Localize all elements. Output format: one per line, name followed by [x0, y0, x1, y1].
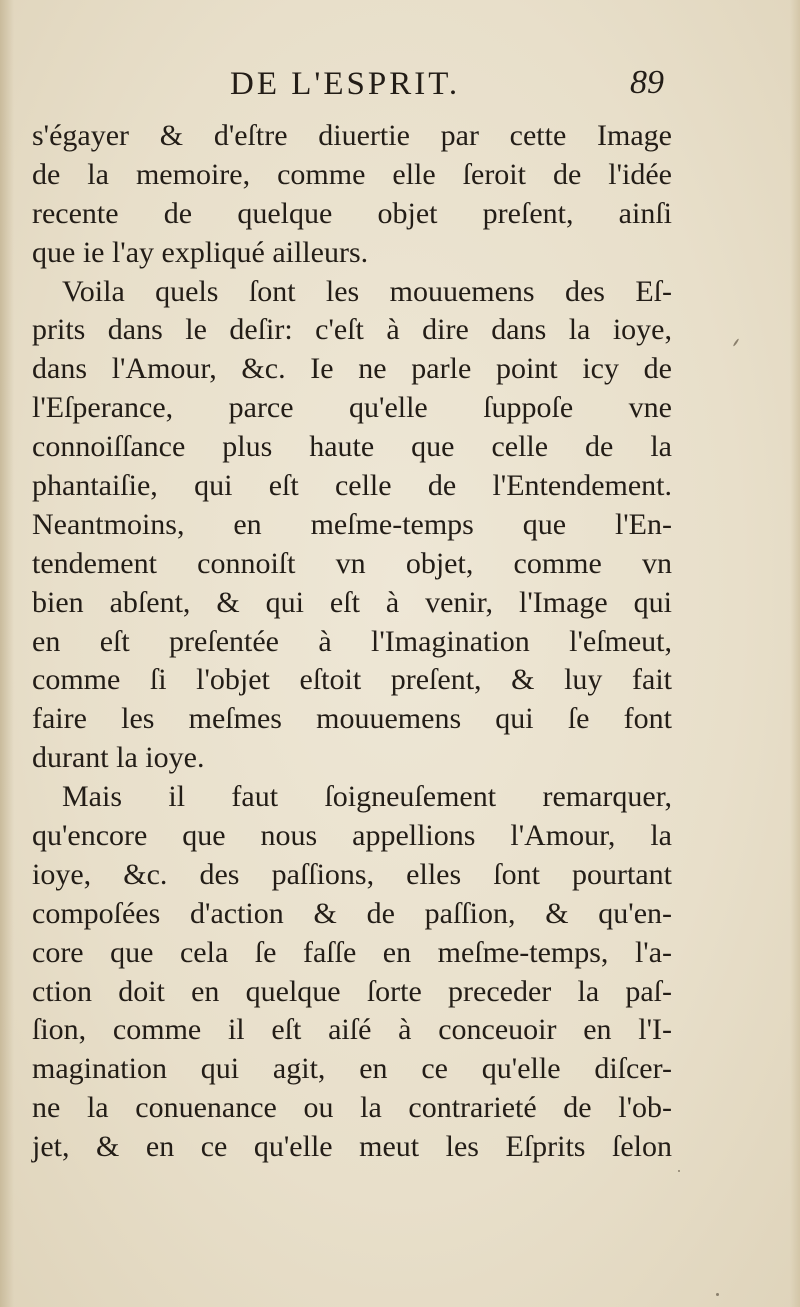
- text-line: ioye, &c. des paſſions, elles ſont pourtant: [32, 857, 672, 891]
- text-line: phantaiſie, qui eſt celle de l'Entendement.: [32, 469, 672, 503]
- text-line: compoſées d'action & de paſſion, & qu'en-: [32, 896, 672, 930]
- text-line: qu'encore que nous appellions l'Amour, la: [32, 819, 672, 853]
- text-line: Mais il faut ſoigneuſement remarquer,: [62, 780, 672, 814]
- paper-speck: [716, 1293, 719, 1296]
- text-line: ction doit en quelque ſorte preceder la paſ-: [32, 974, 672, 1008]
- text-line: jet, & en ce qu'elle meut les Eſprits ſelon: [32, 1130, 672, 1164]
- paper-speck: [733, 338, 740, 347]
- running-title: DE L'ESPRIT.: [230, 66, 461, 102]
- text-line: prits dans le deſir: c'eſt à dire dans la ioye,: [32, 313, 672, 347]
- text-line: magination qui agit, en ce qu'elle diſcer-: [32, 1052, 672, 1086]
- page-edge-shadow-left: [0, 0, 14, 1307]
- text-line: durant la ioye.: [32, 741, 205, 775]
- text-line: l'Eſperance, parce qu'elle ſuppoſe vne: [32, 391, 672, 425]
- text-line: s'égayer & d'eſtre diuertie par cette Image: [32, 119, 672, 152]
- text-line: faire les meſmes mouuemens qui ſe font: [32, 702, 672, 736]
- text-line: core que cela ſe faſſe en meſme-temps, l'a-: [32, 935, 672, 969]
- page-edge-shadow-right: [790, 0, 800, 1307]
- text-line: bien abſent, & qui eſt à venir, l'Image qui: [32, 585, 672, 619]
- text-line: dans l'Amour, &c. Ie ne parle point icy de: [32, 352, 672, 386]
- body-text: [32, 117, 672, 1167]
- text-line: recente de quelque objet preſent, ainſi: [32, 196, 672, 230]
- text-line: ne la conuenance ou la contrarieté de l'ob-: [32, 1091, 672, 1125]
- paper-speck: [678, 1170, 680, 1172]
- text-line: tendement connoiſt vn objet, comme vn: [32, 546, 672, 580]
- running-head: [32, 62, 672, 112]
- text-line: connoiſſance plus haute que celle de la: [32, 430, 672, 464]
- page-number: 89: [630, 64, 664, 101]
- text-line: de la memoire, comme elle ſeroit de l'idée: [32, 157, 672, 191]
- text-line: ſion, comme il eſt aiſé à conceuoir en l'I-: [32, 1013, 672, 1047]
- text-line: que ie l'ay expliqué ailleurs.: [32, 235, 369, 269]
- text-line: en eſt preſentée à l'Imagination l'eſmeut,: [32, 624, 672, 658]
- text-line: Voila quels ſont les mouuemens des Eſ-: [62, 274, 672, 308]
- text-line: comme ſi l'objet eſtoit preſent, & luy fait: [32, 663, 672, 697]
- text-line: Neantmoins, en meſme-temps que l'En-: [32, 507, 672, 541]
